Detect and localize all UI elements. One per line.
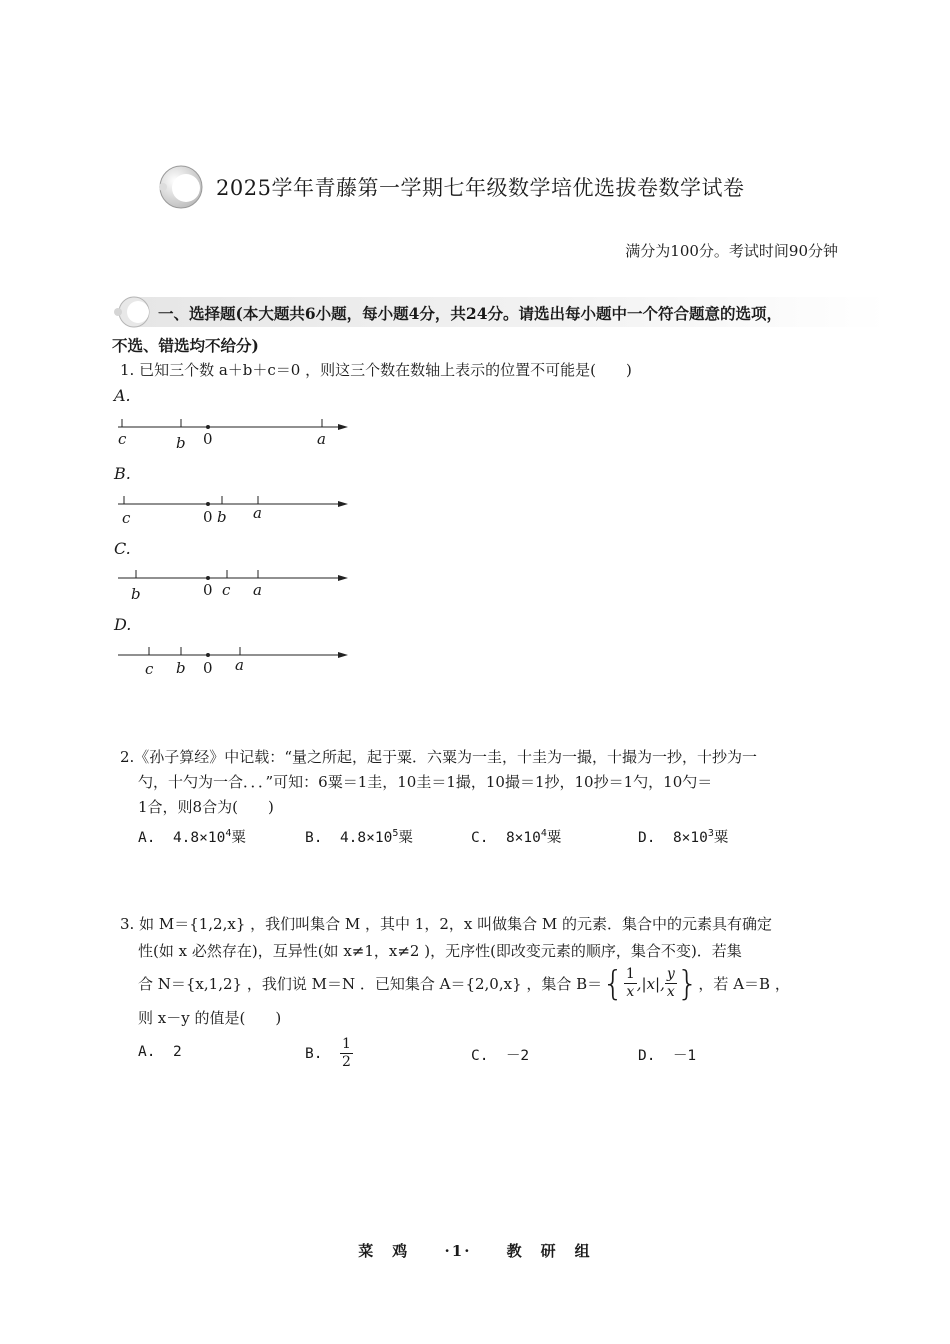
q2-choice-c[interactable]: C. $8\times 10^4$粟 (471, 828, 562, 846)
q2-choice-b[interactable]: B. $4.8\times 10^5$粟 (305, 828, 413, 846)
question-3-line4: 则 x－y 的值是( ) (138, 1009, 282, 1027)
q3-choice-a[interactable]: A. 2 (138, 1044, 182, 1060)
q1b-label-0: 0 (203, 508, 213, 526)
set-b-fraction-2: $\frac{y}{x}$ (666, 966, 675, 1000)
section-circle-icon (112, 294, 152, 330)
q3-choice-c[interactable]: C. －2 (471, 1048, 530, 1064)
section-header (112, 294, 887, 330)
q1b-label-a: a (253, 504, 262, 522)
q1-option-c-number-line (112, 565, 362, 605)
q1-option-d-label: D. (114, 615, 132, 634)
decorative-circle-icon (158, 164, 204, 210)
title-block (158, 162, 858, 210)
q1a-label-c: c (118, 430, 127, 448)
q1-option-b-number-line (112, 491, 362, 531)
q2-choice-a[interactable]: A. $4.8\times 10^4$粟 (138, 828, 246, 846)
set-b-fraction-1: $\frac{1}{x}$ (625, 966, 635, 1000)
q1-option-a-label: A. (114, 386, 131, 405)
footer-left: 菜 鸡 (358, 1242, 410, 1260)
q1c-label-b: b (131, 585, 141, 603)
question-3-line1: 3. 如 M＝{1,2,x} ，我们叫集合 M ，其中 1，2，x 叫做集合 M 的元素．集合中的元素具有确定 (120, 915, 773, 933)
q1d-label-0: 0 (203, 659, 213, 677)
page-number: ·1· (444, 1242, 472, 1260)
q1a-label-0: 0 (203, 430, 213, 448)
question-2-line3: 1合，则8合为( ) (138, 798, 274, 816)
q1c-label-a: a (253, 581, 262, 599)
question-3-line3: 合 N＝{x,1,2} ，我们说 M＝N ．已知集合 A＝{2,0,x} ，集合 B＝ { $\frac{1}{x}$ ,|x|, $\frac{y}{x}$ } ，若 A＝B ， (138, 963, 790, 1004)
q1d-label-a: a (235, 656, 244, 674)
section-title-line2: 不选、错选均不给分) (112, 336, 259, 355)
q1-option-c-label: C. (114, 539, 131, 558)
q1-option-b-label: B. (114, 464, 131, 483)
q1c-label-0: 0 (203, 581, 213, 599)
question-2-line1: 2.《孙子算经》中记载：“量之所起，起于粟．六粟为一圭，十圭为一撮，十撮为一抄，十抄为一 (120, 748, 757, 766)
page-footer (0, 1240, 950, 1261)
question-2-line2: 勺，十勺为一合．．．”可知：6粟＝1圭，10圭＝1撮，10撮＝1抄，10抄＝1勺，10勺＝ (138, 773, 713, 791)
footer-right: 教 研 组 (506, 1242, 592, 1260)
q2-choice-d[interactable]: D. $8\times 10^3$粟 (638, 828, 729, 846)
section-title: 一、选择题(本大题共6小题，每小题4分，共24分。请选出每小题中一个符合题意的选项， (158, 304, 782, 323)
q3-choice-d[interactable]: D. －1 (638, 1048, 697, 1064)
question-3-line2: 性(如 x 必然存在)，互异性(如 x≠1，x≠2 )，无序性(即改变元素的顺序，集合不变)．若集 (138, 942, 742, 960)
q1a-label-a: a (317, 430, 326, 448)
q1a-label-b: b (176, 434, 186, 452)
score-note: 满分为100分。考试时间90分钟 (625, 242, 838, 260)
q1d-label-c: c (145, 660, 154, 678)
question-1-stem: 1. 已知三个数 a＋b＋c＝0 ，则这三个数在数轴上表示的位置不可能是( ) (120, 361, 632, 379)
q3-choice-b[interactable]: B. $\frac{1}{2}$ (305, 1036, 351, 1070)
q3-choice-b-fraction: $\frac{1}{2}$ (341, 1036, 351, 1070)
q1b-label-c: c (122, 509, 131, 527)
page-title: 2025学年青藤第一学期七年级数学培优选拔卷数学试卷 (216, 176, 745, 200)
q1c-label-c: c (222, 581, 231, 599)
q1b-label-b: b (217, 508, 227, 526)
q1d-label-b: b (176, 659, 186, 677)
